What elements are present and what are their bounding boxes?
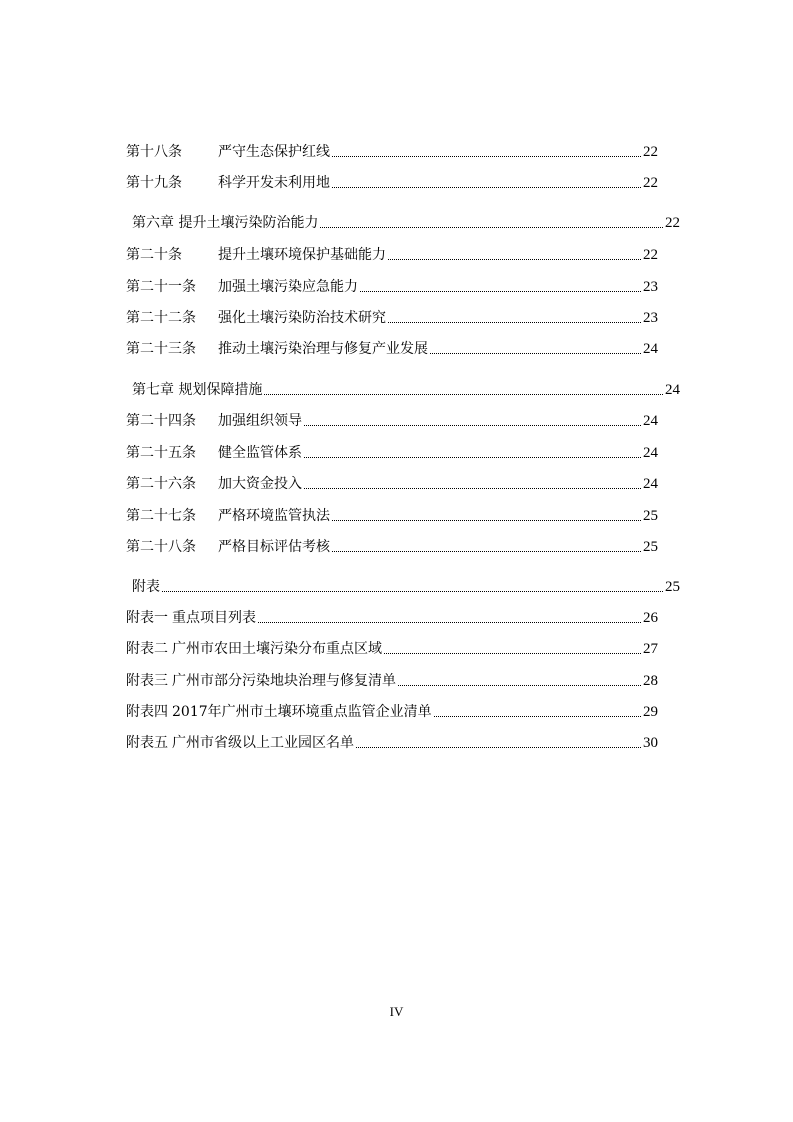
toc-leader-dots xyxy=(332,186,641,188)
toc-entry-title: 严格环境监管执法 xyxy=(218,508,330,524)
toc-leader-dots xyxy=(388,258,641,260)
toc-entry-number: 第二十六条 xyxy=(126,476,196,492)
toc-entry[interactable] xyxy=(126,307,658,327)
toc-entry[interactable] xyxy=(126,732,658,752)
toc-entry-title: 广州市省级以上工业园区名单 xyxy=(172,735,354,751)
toc-entry[interactable] xyxy=(126,338,658,358)
toc-entry-number: 第二十四条 xyxy=(126,413,196,429)
toc-entry-number: 第二十条 xyxy=(126,247,182,263)
toc-entry[interactable] xyxy=(126,410,658,430)
toc-entry[interactable] xyxy=(126,607,658,627)
toc-entry-number: 第二十七条 xyxy=(126,508,196,524)
toc-entry-page: 23 xyxy=(643,279,658,295)
toc-entry-title: 广州市农田土壤污染分布重点区域 xyxy=(172,641,382,657)
toc-entry-page: 22 xyxy=(643,144,658,160)
toc-entry-number: 附表三 xyxy=(126,673,168,689)
toc-leader-dots xyxy=(304,456,641,458)
toc-entry-page: 24 xyxy=(643,476,658,492)
toc-entry-page: 29 xyxy=(643,704,658,720)
toc-entry[interactable] xyxy=(126,638,658,658)
toc-leader-dots xyxy=(258,621,641,623)
toc-leader-dots xyxy=(332,155,641,157)
toc-entry-page: 23 xyxy=(643,310,658,326)
toc-entry-page: 25 xyxy=(643,508,658,524)
toc-entry-page: 25 xyxy=(643,539,658,555)
toc-entry[interactable] xyxy=(126,536,658,556)
toc-entry[interactable] xyxy=(126,244,658,264)
toc-entry[interactable] xyxy=(126,701,658,721)
toc-entry-title: 重点项目列表 xyxy=(172,610,256,626)
toc-entry-title: 科学开发未利用地 xyxy=(218,175,330,191)
page-number: IV xyxy=(389,1004,404,1019)
toc-leader-dots xyxy=(356,746,641,748)
toc-leader-dots xyxy=(304,424,641,426)
toc-entry[interactable] xyxy=(126,141,658,161)
toc-entry[interactable] xyxy=(126,670,658,690)
toc-entry-page: 24 xyxy=(643,413,658,429)
toc-chapter-page: 24 xyxy=(665,382,680,398)
toc-entry-number: 附表四 xyxy=(126,704,168,720)
toc-entry-title: 推动土壤污染治理与修复产业发展 xyxy=(218,341,428,357)
toc-leader-dots xyxy=(332,550,641,552)
toc-entry-number: 附表二 xyxy=(126,641,168,657)
toc-chapter-title: 第七章 规划保障措施 xyxy=(132,382,263,398)
toc-leader-dots xyxy=(430,352,641,354)
toc-entry-number: 第十九条 xyxy=(126,175,182,191)
toc-entry-number: 第二十三条 xyxy=(126,341,196,357)
toc-leader-dots xyxy=(162,590,663,592)
toc-entry[interactable] xyxy=(126,473,658,493)
toc-chapter-seven[interactable] xyxy=(132,379,680,399)
toc-entry-number: 第十八条 xyxy=(126,144,182,160)
toc-chapter-page: 22 xyxy=(665,215,680,231)
toc-entry[interactable] xyxy=(126,172,658,192)
toc-entry-title: 广州市部分污染地块治理与修复清单 xyxy=(172,673,396,689)
toc-appendix-title: 附表 xyxy=(132,579,160,595)
toc-entry-page: 24 xyxy=(643,341,658,357)
toc-entry-title: 健全监管体系 xyxy=(218,445,302,461)
toc-entry-title: 严格目标评估考核 xyxy=(218,539,330,555)
toc-leader-dots xyxy=(388,321,641,323)
toc-leader-dots xyxy=(360,290,641,292)
toc-entry-page: 22 xyxy=(643,175,658,191)
toc-leader-dots xyxy=(398,684,641,686)
toc-entry-title: 强化土壤污染防治技术研究 xyxy=(218,310,386,326)
toc-entry-page: 24 xyxy=(643,445,658,461)
toc-entry[interactable] xyxy=(126,276,658,296)
toc-entry[interactable] xyxy=(126,505,658,525)
toc-entry-number: 第二十八条 xyxy=(126,539,196,555)
toc-entry-number: 附表一 xyxy=(126,610,168,626)
toc-entry-page: 28 xyxy=(643,673,658,689)
toc-entry-page: 26 xyxy=(643,610,658,626)
toc-entry-number: 第二十五条 xyxy=(126,445,196,461)
toc-entry-page: 22 xyxy=(643,247,658,263)
toc-entry-page: 30 xyxy=(643,735,658,751)
toc-appendix[interactable] xyxy=(132,576,680,596)
toc-leader-dots xyxy=(304,487,641,489)
toc-entry-title: 加强组织领导 xyxy=(218,413,302,429)
toc-entry-title: 加强土壤污染应急能力 xyxy=(218,279,358,295)
toc-leader-dots xyxy=(434,715,641,717)
toc-leader-dots xyxy=(264,393,663,395)
toc-entry-number: 附表五 xyxy=(126,735,168,751)
toc-chapter-six[interactable] xyxy=(132,212,680,232)
toc-entry-title: 加大资金投入 xyxy=(218,476,302,492)
toc-leader-dots xyxy=(384,652,641,654)
toc-appendix-page: 25 xyxy=(665,579,680,595)
toc-entry-page: 27 xyxy=(643,641,658,657)
toc-chapter-title: 第六章 提升土壤污染防治能力 xyxy=(132,215,319,231)
toc-entry[interactable] xyxy=(126,442,658,462)
toc-entry-title: 严守生态保护红线 xyxy=(218,144,330,160)
toc-leader-dots xyxy=(320,226,663,228)
toc-leader-dots xyxy=(332,519,641,521)
toc-entry-number: 第二十一条 xyxy=(126,279,196,295)
toc-entry-number: 第二十二条 xyxy=(126,310,196,326)
toc-entry-title: 提升土壤环境保护基础能力 xyxy=(218,247,386,263)
toc-entry-title: 2017年广州市土壤环境重点监管企业清单 xyxy=(172,704,432,720)
